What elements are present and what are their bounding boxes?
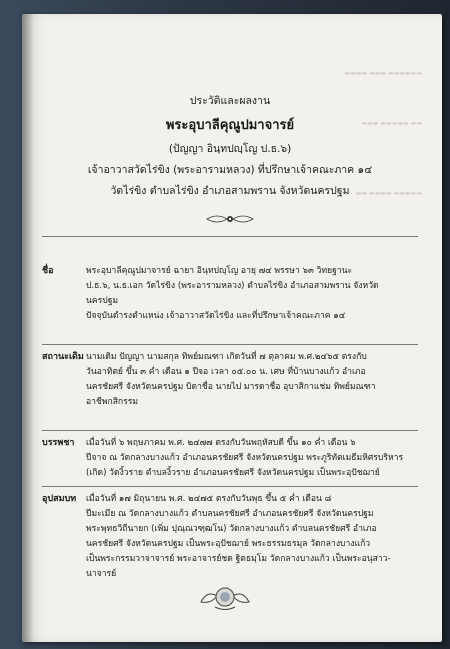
monk-name: (ปัญญา อินฺทปญฺโญ ป.ธ.๖) xyxy=(168,143,292,155)
biography-heading: ประวัติและผลงาน xyxy=(189,95,271,107)
section-label: บรรพชา xyxy=(42,438,75,448)
bleed-through-text: ▬▬ ▬▬▬▬ ▬▬▬▬▬ xyxy=(355,190,422,197)
lotus-seal-icon xyxy=(197,582,253,612)
section-divider xyxy=(42,430,418,431)
location-line: วัดไร่ขิง ตำบลไร่ขิง อำเภอสามพราน จังหวัดนครปฐม xyxy=(110,185,350,197)
title-block xyxy=(40,92,420,199)
section-label: สถานะเดิม xyxy=(42,352,84,362)
text-line: นครชัยศรี จังหวัดนครปฐม เป็นพระอุปัชฌาย์ พระธรรมธรมุล วัดกลางบางแก้ว xyxy=(86,539,371,549)
text-line: ปีมะเมีย ณ วัดกลางบางแก้ว ตำบลนครชัยศรี อำเภอนครชัยศรี จังหวัดนครปฐม xyxy=(86,509,374,519)
text-line: อาชีพกสิกรรม xyxy=(86,397,139,407)
text-line: วันอาทิตย์ ขึ้น ๓ ค่ำ เดือน ๑ ปีจอ เวลา ๐๕.๐๐ น. เศษ ที่บ้านบางแก้ว อำเภอ xyxy=(86,367,366,377)
section-body xyxy=(86,350,416,410)
section-divider xyxy=(42,486,418,487)
page-gutter-shadow xyxy=(22,14,34,642)
monk-title: พระอุบาลีคุณูปมาจารย์ xyxy=(165,118,295,133)
section-label: ชื่อ xyxy=(42,266,54,276)
text-line: นามเดิม ปัญญา นามสกุล ทิพย์มณฑา เกิดวันที่ ๗ ตุลาคม พ.ศ.๒๔๖๕ ตรงกับ xyxy=(86,352,367,362)
text-line: พระพุทธวิถีนายก (เพิ่ม ปุณฺณวฑฺฒโน) วัดกลางบางแก้ว ตำบลนครชัยศรี อำเภอ xyxy=(86,524,377,534)
text-line: เมื่อวันที่ ๖ พฤษภาคม พ.ศ. ๒๔๗๗ ตรงกับวันพฤหัสบดี ขึ้น ๑๐ ค่ำ เดือน ๖ xyxy=(86,438,356,448)
section-divider xyxy=(42,344,418,345)
text-line: เมื่อวันที่ ๑๗ มิถุนายน พ.ศ. ๒๔๗๕ ตรงกับวันพุธ ขึ้น ๕ ค่ำ เดือน ๘ xyxy=(86,494,332,504)
position-line: เจ้าอาวาสวัดไร่ขิง (พระอารามหลวง) ที่ปรึกษาเจ้าคณะภาค ๑๔ xyxy=(87,164,373,176)
text-line: นาจารย์ xyxy=(86,569,117,579)
bleed-through-text: ▬▬▬▬ ▬▬▬ ▬▬▬▬▬▬ xyxy=(344,70,422,77)
text-line: (เกิด) วัดงิ้วราย ตำบลงิ้วราย อำเภอนครชัยศรี จังหวัดนครปฐม เป็นพระอุปัชฌาย์ xyxy=(86,468,380,478)
section-label: อุปสมบท xyxy=(42,494,77,504)
text-line: เป็นพระกรรมวาจาจารย์ พระอาจารย์ชด ฐิตธมฺโม วัดกลางบางแก้ว เป็นพระอนุสาว- xyxy=(86,554,391,564)
section-body xyxy=(86,492,416,582)
text-line: นครชัยศรี จังหวัดนครปฐม บิดาชื่อ นายไป มารดาชื่อ อุบาสิกาแช่ม ทิพย์มณฑา xyxy=(86,382,376,392)
section-body xyxy=(86,264,416,324)
text-line: ปัจจุบันดำรงตำแหน่ง เจ้าอาวาสวัดไร่ขิง และที่ปรึกษาเจ้าคณะภาค ๑๔ xyxy=(86,311,346,321)
section-divider xyxy=(42,236,418,237)
floral-ornament-icon xyxy=(205,212,255,226)
text-line: ปีจาจ ณ วัดกลางบางแก้ว อำเภอนครชัยศรี จังหวัดนครปฐม พระภูริทัตเมธีมหิศรบริหาร xyxy=(86,453,404,463)
bleed-through-text: ▬▬▬ ▬▬▬▬▬ ▬▬ xyxy=(361,120,422,127)
text-line: นครปฐม xyxy=(86,296,119,306)
text-line: ป.ธ.๖, น.ธ.เอก วัดไร่ขิง (พระอารามหลวง) ตำบลไร่ขิง อำเภอสามพราน จังหวัด xyxy=(86,281,379,291)
section-body xyxy=(86,436,416,481)
text-line: พระอุบาลีคุณูปมาจารย์ ฉายา อินฺทปญฺโญ อายุ ๗๔ พรรษา ๖๓ วิทยฐานะ xyxy=(86,266,353,276)
